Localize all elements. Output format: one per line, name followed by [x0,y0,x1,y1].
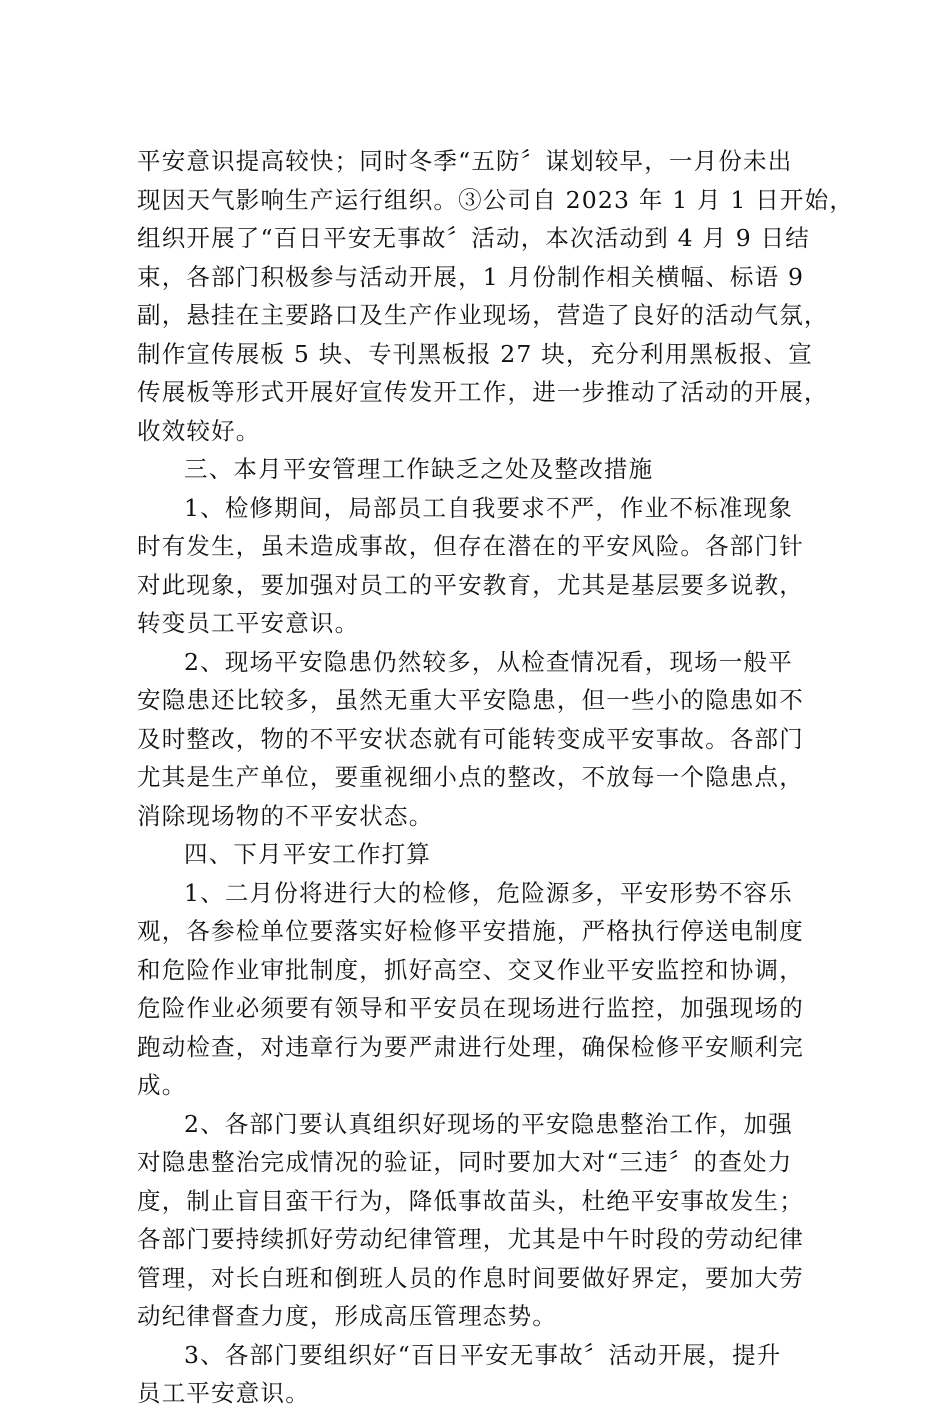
heading-line: 四、下月平安工作打算 [184,840,431,868]
paragraph-continuation [137,142,855,450]
section-heading-next-month [137,835,832,874]
text-line: 时有发生，虽未造成事故，但存在潜在的平安风险。各部门针 [137,532,804,560]
text-line: 1、二月份将进行大的检修，危险源多，平安形势不容乐 [184,878,793,907]
text-line: 管理，对长白班和倒班人员的作息时间要做好界定，要加大劳 [137,1263,804,1292]
text-line: 转变员工平安意识。 [137,609,360,637]
text-line: 副，悬挂在主要路口及生产作业现场，营造了良好的活动气氛， [137,301,829,329]
text-line: 观，各参检单位要落实好检修平安措施，严格执行停送电制度 [137,917,804,945]
text-line: 收效较好。 [137,416,261,445]
text-line: 安隐患还比较多，虽然无重大平安隐患，但一些小的隐患如不 [137,686,804,714]
text-line: 2、现场平安隐患仍然较多，从检查情况看，现场一般平 [184,647,793,676]
text-line: 对此现象，要加强对员工的平安教育，尤其是基层要多说教， [137,570,804,599]
text-line: 1、检修期间，局部员工自我要求不严，作业不标准现象 [184,493,793,522]
text-line: 动纪律督查力度，形成高压管理态势。 [137,1302,557,1330]
text-line: 和危险作业审批制度，抓好高空、交叉作业平安监控和协调， [137,955,804,984]
text-line: 组织开展了“百日平安无事故〞活动，本次活动到 4 月 9 日结 [137,224,810,252]
text-line: 危险作业必须要有领导和平安员在现场进行监控，加强现场的 [137,994,804,1022]
document-page [137,142,855,1413]
text-line: 及时整改，物的不平安状态就有可能转变成平安事故。各部门 [137,724,804,753]
text-line: 成。 [137,1071,187,1099]
heading-line: 三、本月平安管理工作缺乏之处及整改措施 [184,455,654,483]
text-line: 2、各部门要认真组织好现场的平安隐患整治工作，加强 [184,1109,793,1138]
text-line: 员工平安意识。 [137,1379,310,1407]
text-line: 3、各部门要组织好“百日平安无事故〞活动开展，提升 [184,1340,782,1369]
text-line: 尤其是生产单位，要重视细小点的整改，不放每一个隐患点， [137,763,804,791]
paragraph-plan-1 [137,874,832,1105]
text-line: 传展板等形式开展好宣传发开工作，进一步推动了活动的开展， [137,378,829,406]
text-line: 跑动检查，对违章行为要严肃进行处理，确保检修平安顺利完 [137,1032,804,1061]
text-line: 对隐患整治完成情况的验证，同时要加大对“三违〞的查处力 [137,1148,793,1176]
text-line: 平安意识提高较快；同时冬季“五防〞谋划较早，一月份未出 [137,147,793,175]
paragraph-plan-2 [137,1105,832,1336]
text-line: 束，各部门积极参与活动开展，1 月份制作相关横幅、标语 9 [137,262,805,291]
paragraph-item-1-maintenance [137,489,832,643]
text-line: 制作宣传展板 5 块、专刊黑板报 27 块，充分利用黑板报、宣 [137,339,813,368]
paragraph-item-2-hazards [137,643,832,836]
paragraph-plan-3 [137,1336,832,1413]
text-line: 度，制止盲目蛮干行为，降低事故苗头，杜绝平安事故发生； [137,1186,804,1215]
text-line: 现因天气影响生产运行组织。③公司自 2023 年 1 月 1 日开始， [137,185,855,214]
text-line: 消除现场物的不平安状态。 [137,801,434,830]
section-heading-shortcomings [137,450,832,489]
text-line: 各部门要持续抓好劳动纪律管理，尤其是中午时段的劳动纪律 [137,1225,804,1253]
